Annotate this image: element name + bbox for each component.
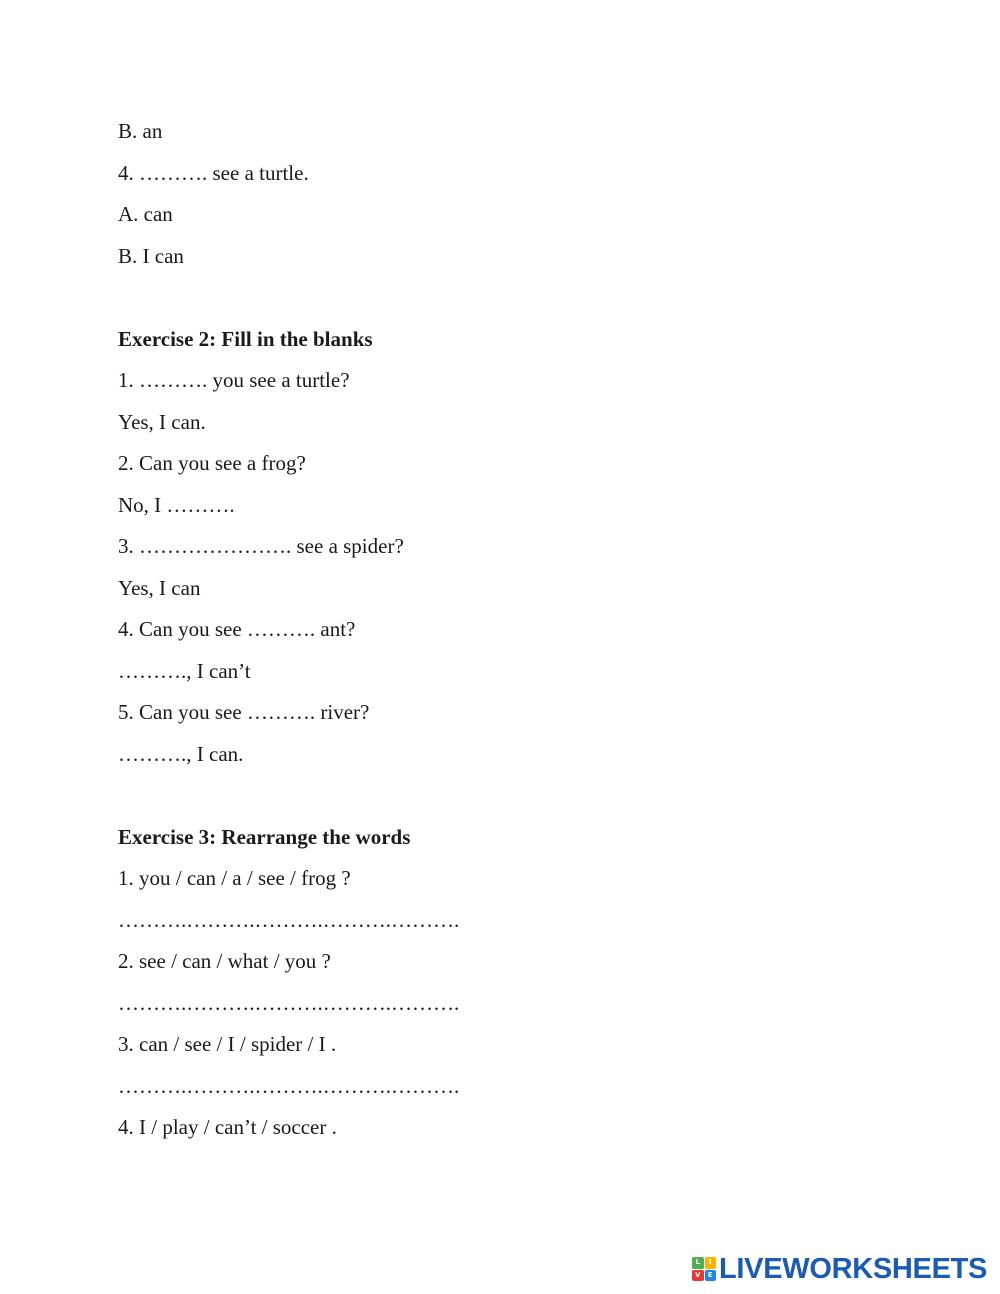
ex1-option-b: B. an: [118, 119, 163, 143]
ex2-question-5: 5. Can you see ………. river?: [118, 700, 370, 724]
ex2-question-3: 3. …………………. see a spider?: [118, 534, 404, 558]
ex2-answer-2: No, I ……….: [118, 493, 235, 517]
logo-text: LIVEWORKSHEETS: [719, 1253, 988, 1285]
ex2-question-2: 2. Can you see a frog?: [118, 451, 306, 475]
logo-mark-cell: I: [705, 1257, 717, 1269]
logo-mark-icon: [692, 1257, 716, 1281]
ex3-answer-line-3: ……….……….……….……….……….: [118, 1074, 460, 1098]
logo-mark-cell: V: [692, 1270, 704, 1282]
ex3-question-4: 4. I / play / can’t / soccer .: [118, 1115, 337, 1139]
exercise-2-heading: Exercise 2: Fill in the blanks: [118, 327, 373, 351]
ex3-answer-line-2: ……….……….……….……….……….: [118, 991, 460, 1015]
ex2-answer-4: ………., I can’t: [118, 659, 251, 683]
logo-mark-cell: E: [705, 1270, 717, 1282]
ex2-answer-3: Yes, I can: [118, 576, 201, 600]
ex3-question-1: 1. you / can / a / see / frog ?: [118, 866, 351, 890]
ex3-question-2: 2. see / can / what / you ?: [118, 949, 331, 973]
ex1-q4-option-a: A. can: [118, 202, 173, 226]
ex2-question-4: 4. Can you see ………. ant?: [118, 617, 356, 641]
ex2-question-1: 1. ………. you see a turtle?: [118, 368, 350, 392]
exercise-3-heading: Exercise 3: Rearrange the words: [118, 825, 411, 849]
ex2-answer-1: Yes, I can.: [118, 410, 206, 434]
ex3-question-3: 3. can / see / I / spider / I .: [118, 1032, 337, 1056]
ex1-question-4: 4. ………. see a turtle.: [118, 161, 309, 185]
ex2-answer-5: ………., I can.: [118, 742, 244, 766]
ex1-q4-option-b: B. I can: [118, 244, 184, 268]
logo-mark-cell: L: [692, 1257, 704, 1269]
liveworksheets-logo: [692, 1252, 987, 1286]
ex3-answer-line-1: ……….……….……….……….……….: [118, 908, 460, 932]
